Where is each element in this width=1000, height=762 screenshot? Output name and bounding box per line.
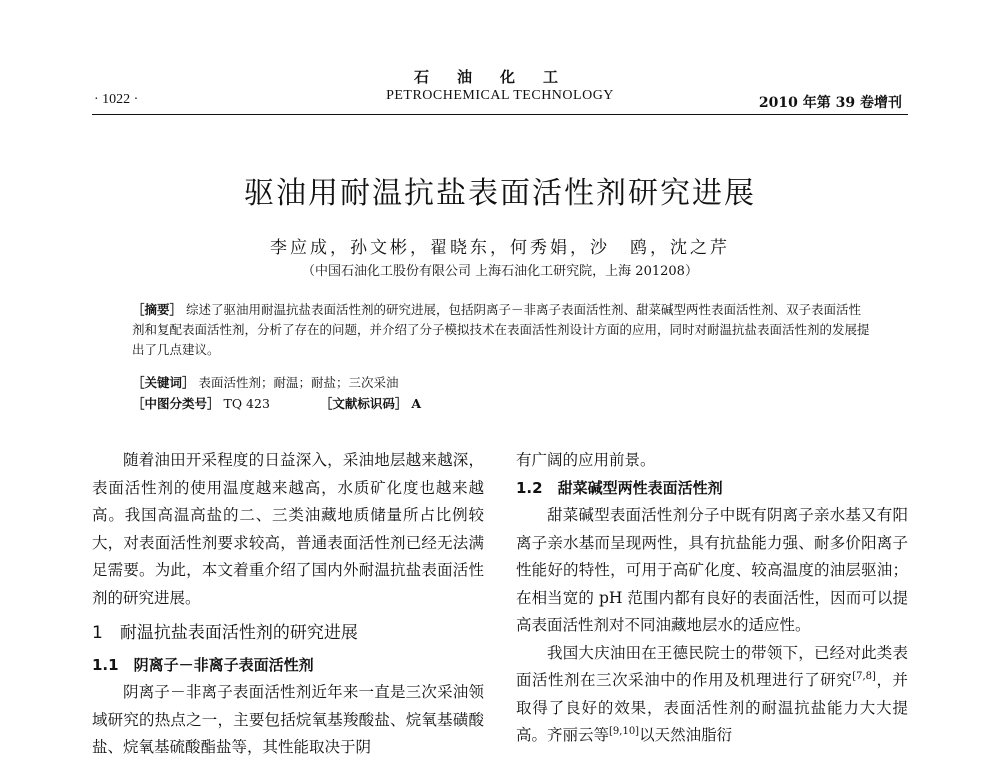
paper-title: 驱油用耐温抗盐表面活性剂研究进展 [244, 176, 756, 211]
author-list: 李应成，孙文彬，翟晓东，何秀娟，沙 鸥，沈之芹 [270, 238, 730, 258]
para-b-part1: 我国大庆油田在王德民院士的带领下，已经对此类表面活性剂在三次采油中的作用及机理进行了研究 [516, 643, 908, 689]
continued-paragraph: 有广阔的应用前景。 [516, 451, 656, 469]
section-1-1-heading: 1.1 阴离子－非离子表面活性剂 [92, 655, 314, 674]
issue-info: 2010 年第 39 卷增刊 [758, 95, 902, 111]
journal-name-en: PETROCHEMICAL TECHNOLOGY [386, 88, 614, 103]
section-1-1-paragraph: 阴离子－非离子表面活性剂近年来一直是三次采油领域研究的热点之一，主要包括烷氧基羧酸盐、烷氧基磺酸盐、烷氧基硫酸酯盐等，其性能取决于阴 [92, 683, 484, 756]
intro-paragraph: 随着油田开采程度的日益深入，采油地层越来越深，表面活性剂的使用温度越来越高，水质矿化度也越来越高。我国高温高盐的二、三类油藏地质储量所占比例较大，对表面活性剂要求较高，普通表面活性剂已经无法满足需要。为此，本文着重介绍了国内外耐温抗盐表面活性剂的研究进展。 [92, 451, 484, 607]
abstract [132, 300, 872, 360]
doc-code-value: A [411, 396, 422, 411]
abstract-text: 综述了驱油用耐温抗盐表面活性剂的研究进展，包括阴离子－非离子表面活性剂、甜菜碱型两性表面活性剂、双子表面活性剂和复配表面活性剂，分析了存在的问题，并介绍了分子模拟技术在表面活性剂设计方面的应用，同时对耐温抗盐表面活性剂的发展提出了几点建议。 [132, 302, 870, 357]
classification [132, 394, 421, 412]
para-b-part3: 以天然油脂衍 [639, 726, 733, 744]
class-value: TQ 423 [223, 396, 270, 411]
keywords-text: 表面活性剂；耐温；耐盐；三次采油 [198, 375, 399, 390]
header-rule [92, 114, 908, 115]
citation-9-10: [9,10] [609, 725, 640, 737]
section-1-2-paragraph-a: 甜菜碱型表面活性剂分子中既有阴离子亲水基又有阳离子亲水基而呈现两性，具有抗盐能力强、耐多价阳离子性能好的特性，可用于高矿化度、较高温度的油层驱油；在相当宽的 pH 范围内都有良好的表面活性，因而可以提高表面活性剂对不同油藏地层水的适应性。 [516, 506, 908, 634]
section-1-2-paragraph-b [516, 640, 908, 750]
page-number: · 1022 · [94, 92, 139, 107]
right-column [516, 447, 908, 750]
section-1-heading: 1 耐温抗盐表面活性剂的研究进展 [92, 623, 358, 643]
class-label: ［中图分类号］ [132, 396, 220, 411]
keywords-label: ［关键词］ [132, 375, 195, 390]
affiliation: （中国石油化工股份有限公司 上海石油化工研究院，上海 201208） [302, 264, 698, 279]
journal-name-cn: 石油化工 [413, 68, 586, 86]
left-column [92, 447, 484, 762]
para-b-part2: ，并取得了良好的效果，表面活性剂的耐温抗盐能力大大提高。齐丽云等 [516, 671, 908, 744]
abstract-label: ［摘要］ [132, 302, 183, 317]
section-1-2-heading: 1.2 甜菜碱型两性表面活性剂 [516, 478, 723, 497]
keywords [132, 373, 399, 391]
doc-code-label: ［文献标识码］ [319, 396, 408, 411]
citation-7-8: [7,8] [852, 670, 876, 682]
